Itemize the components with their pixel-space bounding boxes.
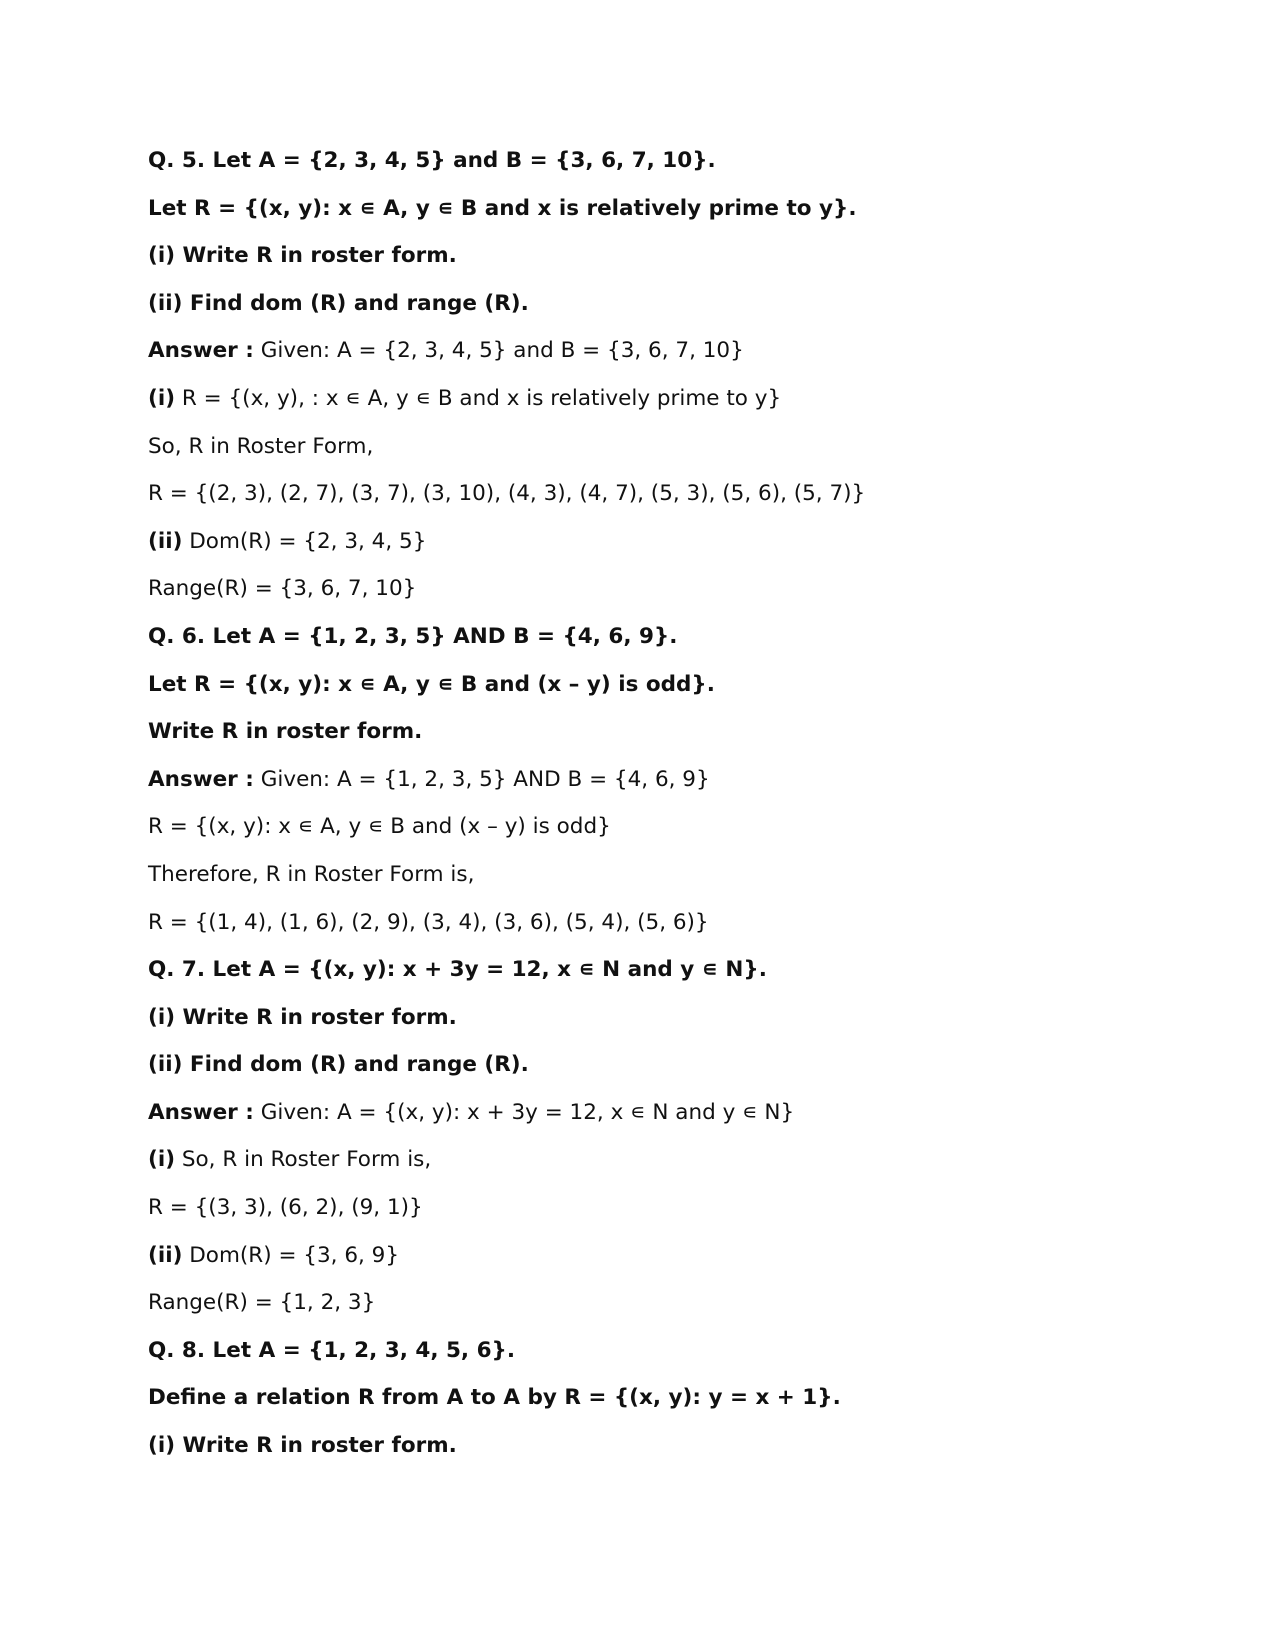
q7-answer-i: (i) So, R in Roster Form is, <box>148 1147 432 1173</box>
q7-range: Range(R) = {1, 2, 3} <box>148 1290 376 1316</box>
q5-answer-i: (i) R = {(x, y), : x ∊ A, y ∊ B and x is relatively prime to y} <box>148 385 782 411</box>
q6-heading: Q. 6. Let A = {1, 2, 3, 5} AND B = {4, 6, 9}. <box>148 623 678 649</box>
q5-part-ii: (ii) Find dom (R) and range (R). <box>148 290 529 316</box>
q5-part-i: (i) Write R in roster form. <box>148 243 457 269</box>
q6-task: Write R in roster form. <box>148 719 423 745</box>
document-body <box>148 145 1228 1478</box>
part-label: (i) <box>148 385 176 411</box>
q8-heading: Q. 8. Let A = {1, 2, 3, 4, 5, 6}. <box>148 1337 516 1363</box>
q7-roster-set: R = {(3, 3), (6, 2), (9, 1)} <box>148 1195 423 1221</box>
q5-range: Range(R) = {3, 6, 7, 10} <box>148 576 417 602</box>
q5-roster-set: R = {(2, 3), (2, 7), (3, 7), (3, 10), (4, 3), (4, 7), (5, 3), (5, 6), (5, 7)} <box>148 481 866 507</box>
q7-answer-ii-domain: (ii) Dom(R) = {3, 6, 9} <box>148 1242 400 1268</box>
q5-heading: Q. 5. Let A = {2, 3, 4, 5} and B = {3, 6, 7, 10}. <box>148 148 716 173</box>
answer-label: Answer : <box>148 1099 254 1125</box>
q8-part-i: (i) Write R in roster form. <box>148 1433 457 1459</box>
q5-relation: Let R = {(x, y): x ∊ A, y ∊ B and x is relatively prime to y}. <box>148 195 857 221</box>
part-label: (ii) <box>148 528 183 554</box>
q6-relation-restated: R = {(x, y): x ∊ A, y ∊ B and (x – y) is odd} <box>148 814 611 840</box>
q5-answer-ii-domain: (ii) Dom(R) = {2, 3, 4, 5} <box>148 528 427 554</box>
q5-roster-intro: So, R in Roster Form, <box>148 433 374 459</box>
q6-roster-set: R = {(1, 4), (1, 6), (2, 9), (3, 4), (3, 6), (5, 4), (5, 6)} <box>148 909 709 935</box>
answer-label: Answer : <box>148 338 254 364</box>
answer-label: Answer : <box>148 766 254 792</box>
q6-answer-given: Answer : Given: A = {1, 2, 3, 5} AND B = {4, 6, 9} <box>148 766 710 792</box>
q7-answer-given: Answer : Given: A = {(x, y): x + 3y = 12, x ∊ N and y ∊ N} <box>148 1099 795 1125</box>
q7-part-i: (i) Write R in roster form. <box>148 1004 457 1030</box>
q7-part-ii: (ii) Find dom (R) and range (R). <box>148 1052 529 1078</box>
q6-roster-intro: Therefore, R in Roster Form is, <box>148 861 475 887</box>
part-label: (i) <box>148 1147 176 1173</box>
q5-answer-given: Answer : Given: A = {2, 3, 4, 5} and B = {3, 6, 7, 10} <box>148 338 744 364</box>
q7-heading: Q. 7. Let A = {(x, y): x + 3y = 12, x ∊ N and y ∊ N}. <box>148 957 767 983</box>
part-label: (ii) <box>148 1242 183 1268</box>
q6-relation: Let R = {(x, y): x ∊ A, y ∊ B and (x – y) is odd}. <box>148 671 715 697</box>
q8-relation: Define a relation R from A to A by R = {(x, y): y = x + 1}. <box>148 1385 841 1411</box>
